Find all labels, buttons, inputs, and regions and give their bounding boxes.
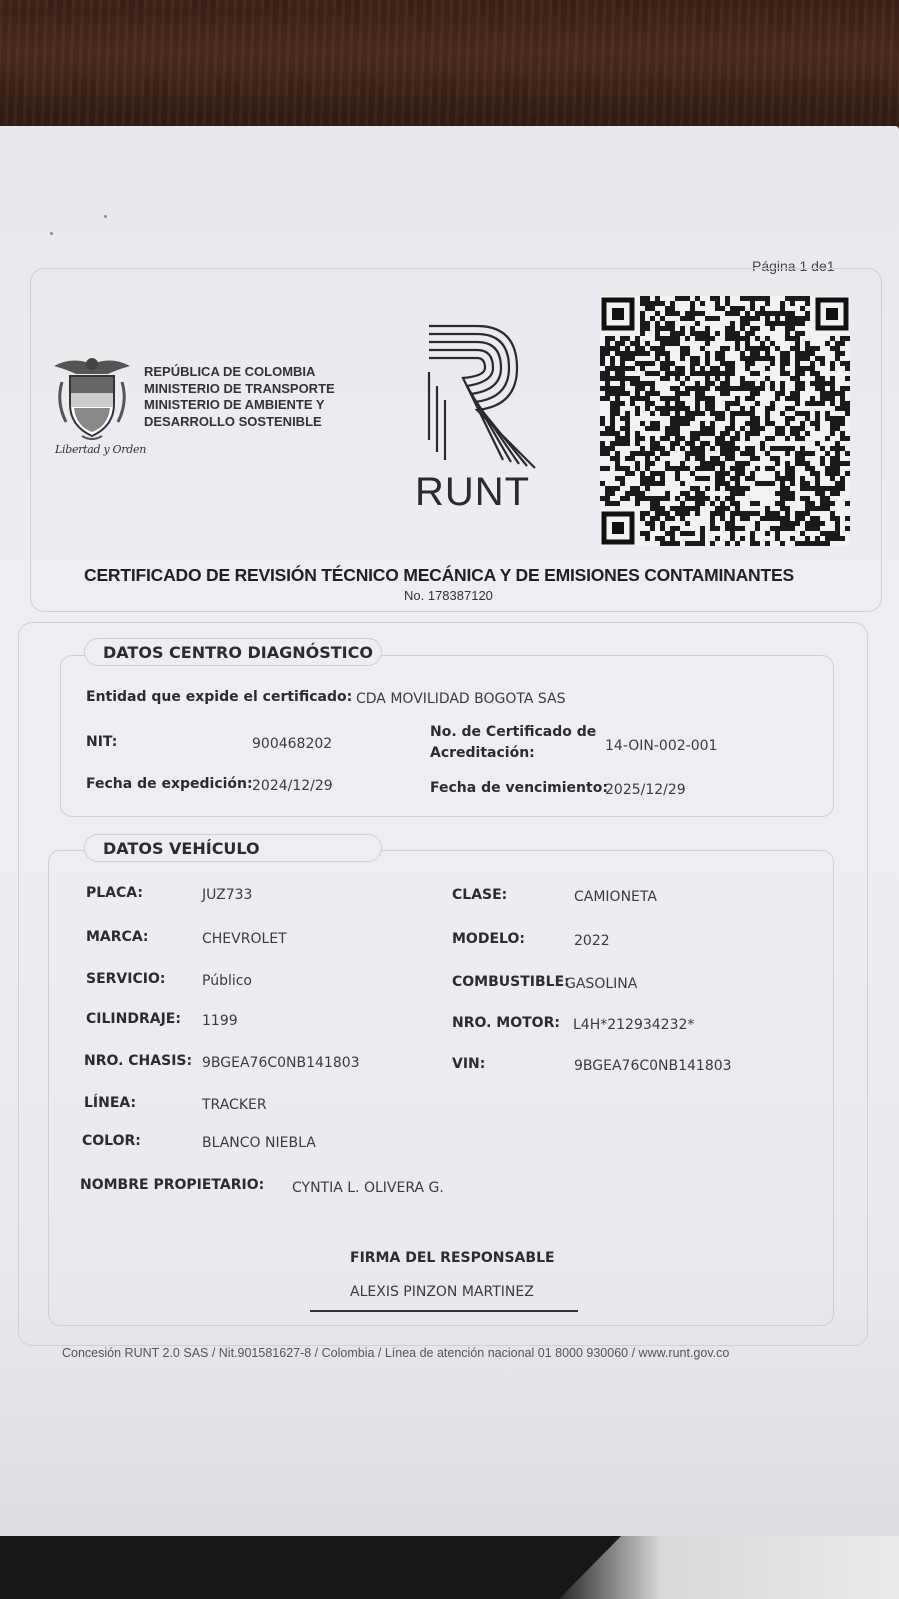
motto: Libertad y Orden	[55, 443, 146, 456]
clase-value: CAMIONETA	[574, 889, 657, 905]
placa-label: PLACA:	[86, 885, 143, 901]
firma-label: FIRMA DEL RESPONSABLE	[350, 1250, 555, 1266]
servicio-label: SERVICIO:	[86, 971, 166, 987]
clase-label: CLASE:	[452, 887, 508, 903]
combustible-value: GASOLINA	[565, 976, 638, 992]
gov-line: MINISTERIO DE TRANSPORTE	[144, 380, 335, 396]
chasis-label: NRO. CHASIS:	[84, 1053, 193, 1069]
paper-speck	[50, 232, 53, 235]
marca-label: MARCA:	[86, 929, 149, 945]
acreditacion-value: 14-OIN-002-001	[605, 738, 718, 754]
expedicion-label: Fecha de expedición:	[86, 776, 253, 792]
chasis-value: 9BGEA76C0NB141803	[202, 1055, 360, 1071]
certificate-number: No. 178387120	[404, 588, 493, 603]
cilindraje-label: CILINDRAJE:	[86, 1011, 181, 1027]
color-label: COLOR:	[82, 1133, 141, 1149]
color-value: BLANCO NIEBLA	[202, 1135, 316, 1151]
modelo-value: 2022	[574, 933, 610, 949]
runt-logo-text: RUNT	[415, 470, 531, 514]
motor-value: L4H*212934232*	[573, 1017, 695, 1033]
placa-value: JUZ733	[202, 887, 253, 903]
qr-code-icon	[600, 296, 850, 546]
acreditacion-label: Acreditación:	[430, 745, 535, 761]
motor-label: NRO. MOTOR:	[452, 1015, 560, 1031]
page-number: Página 1 de1	[752, 258, 835, 274]
vehiculo-section-title: DATOS VEHÍCULO	[84, 834, 382, 862]
firma-name: ALEXIS PINZON MARTINEZ	[350, 1284, 534, 1300]
gov-line: MINISTERIO DE AMBIENTE Y	[144, 397, 325, 412]
vencimiento-label: Fecha de vencimiento:	[430, 780, 608, 796]
vin-label: VIN:	[452, 1056, 486, 1072]
runt-r-logo-icon	[425, 320, 540, 472]
signature-line	[310, 1310, 578, 1312]
propietario-value: CYNTIA L. OLIVERA G.	[292, 1180, 444, 1196]
vencimiento-value: 2025/12/29	[605, 782, 686, 798]
servicio-value: Público	[202, 973, 252, 989]
certificate-title: CERTIFICADO DE REVISIÓN TÉCNICO MECÁNICA Y DE EMISIONES CONTAMINANTES	[84, 565, 794, 585]
linea-label: LÍNEA:	[84, 1095, 137, 1111]
combustible-label: COMBUSTIBLE:	[452, 974, 570, 990]
floor-light	[559, 1530, 899, 1599]
paper-speck	[104, 215, 107, 218]
entidad-value: CDA MOVILIDAD BOGOTA SAS	[356, 691, 566, 707]
propietario-label: NOMBRE PROPIETARIO:	[80, 1177, 265, 1193]
nit-label: NIT:	[86, 734, 118, 750]
gov-line: DESARROLLO SOSTENIBLE	[144, 413, 322, 429]
government-lines	[144, 364, 335, 430]
linea-value: TRACKER	[202, 1097, 267, 1113]
vin-value: 9BGEA76C0NB141803	[574, 1058, 732, 1074]
marca-value: CHEVROLET	[202, 931, 287, 947]
colombia-coat-of-arms-icon	[52, 352, 132, 442]
wood-table-background	[0, 0, 899, 140]
modelo-label: MODELO:	[452, 931, 525, 947]
centro-section-title: DATOS CENTRO DIAGNÓSTICO	[84, 638, 382, 666]
cilindraje-value: 1199	[202, 1013, 238, 1029]
footer-text: Concesión RUNT 2.0 SAS / Nit.901581627-8 / Colombia / Línea de atención nacional 01 8000 930060 / www.runt.gov.co	[62, 1346, 730, 1360]
nit-value: 900468202	[252, 736, 333, 752]
entidad-label: Entidad que expide el certificado:	[86, 689, 353, 705]
gov-line: REPÚBLICA DE COLOMBIA	[144, 364, 316, 379]
expedicion-value: 2024/12/29	[252, 778, 333, 794]
acreditacion-label: No. de Certificado de	[430, 724, 597, 740]
